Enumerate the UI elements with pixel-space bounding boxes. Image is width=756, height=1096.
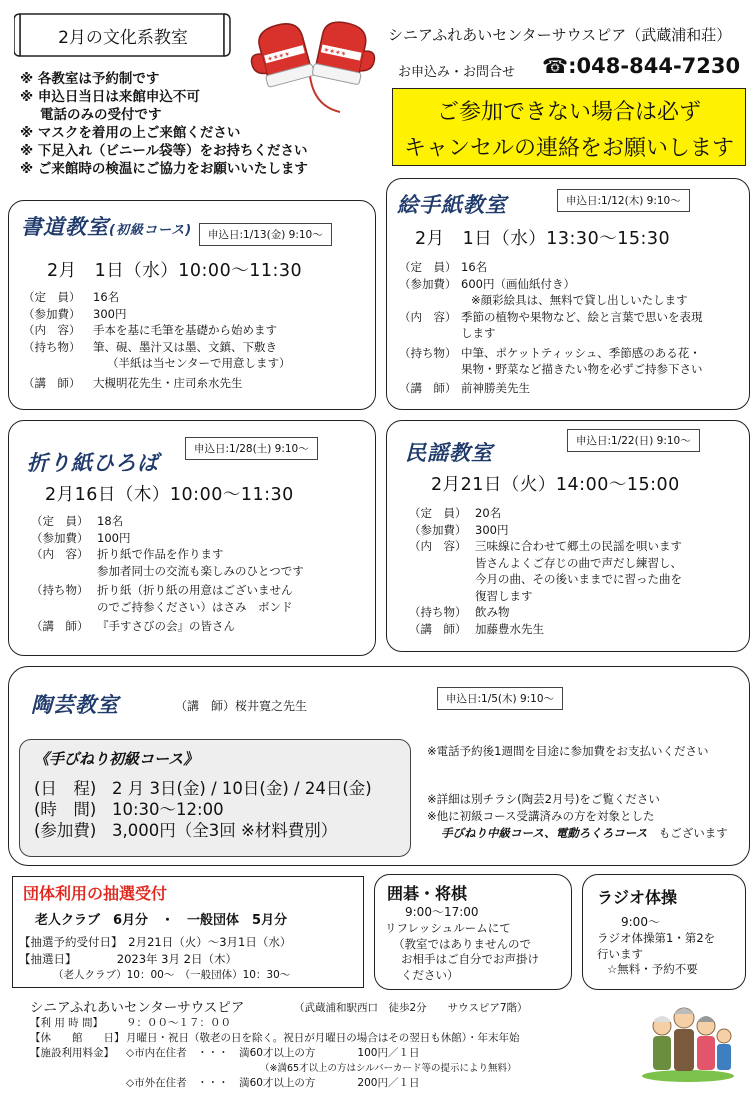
course-time: (時 間) 10:30～12:00 bbox=[34, 800, 224, 819]
detail-row: （定 員） 20名 bbox=[409, 506, 502, 520]
etegami-datetime: 2月 1日（水）13:30～15:30 bbox=[415, 229, 671, 249]
detail-row: 皆さんよくご存じの曲で声だし練習し、 bbox=[475, 555, 682, 570]
igo-line: （教室ではありませんので bbox=[393, 936, 531, 951]
detail-row: 復習します bbox=[475, 588, 533, 603]
igo-line: ください） bbox=[401, 967, 459, 982]
shodo-title-text: 書道教室 bbox=[21, 215, 109, 239]
tougei-apply-date: 申込日:1/5(木) 9:10～ bbox=[437, 687, 563, 710]
note-line: ※ 下足入れ（ビニール袋等）をお持ちください bbox=[20, 143, 308, 159]
detail-row: （内 容） 三味線に合わせて郷土の民謡を唄います bbox=[409, 539, 682, 553]
igo-line: お相手はご自分でお声掛け bbox=[401, 952, 539, 966]
course-schedule: (日 程) 2 月 3日(金) / 10日(金) / 24日(金) bbox=[34, 779, 372, 798]
note-line: ※ ご来館時の検温にご協力をお願いいたします bbox=[20, 161, 308, 177]
radio-lines bbox=[597, 931, 715, 978]
origami-apply-date: 申込日:1/28(土) 9:10～ bbox=[185, 437, 318, 460]
minyo-title: 民謡教室 bbox=[405, 441, 493, 465]
radio-card bbox=[582, 874, 746, 990]
igo-time: 9:00～17:00 bbox=[405, 905, 479, 919]
detail-row: します bbox=[461, 326, 496, 340]
etegami-details bbox=[399, 259, 747, 396]
detail-row: （講 師） 『手すさびの会』の皆さん bbox=[31, 619, 235, 633]
detail-row: （持ち物） 飲み物 bbox=[409, 605, 510, 619]
contact-label: お申込み・お問合せ bbox=[398, 65, 516, 80]
course-title: 《手びねり初級コース》 bbox=[34, 750, 199, 768]
detail-row: （定 員） 16名 bbox=[23, 290, 120, 304]
minyo-apply-date: 申込日:1/22(日) 9:10～ bbox=[567, 429, 700, 452]
detail-row: （講 師） 大槻明花先生・庄司糸水先生 bbox=[23, 375, 243, 390]
cancel-line-2: キャンセルの連絡をお願いします bbox=[403, 136, 734, 161]
note-line: ※ 申込日当日は来館申込不可 bbox=[20, 89, 200, 105]
detail-row: （内 容） 折り紙で作品を作ります bbox=[31, 547, 224, 561]
detail-row: （内 容） 手本を基に毛筆を基礎から始めます bbox=[23, 323, 277, 337]
group-row-3: （老人クラブ）10：00～ （一般団体）10：30～ bbox=[53, 969, 291, 981]
group-row-1: 【抽選予約受付日】 2月21日（火）～3月1日（水） bbox=[19, 935, 292, 949]
origami-card bbox=[8, 420, 376, 656]
detail-row: 参加者同士の交流も楽しみのひとつです bbox=[97, 563, 304, 578]
course-fee: (参加費) 3,000円（全3回 ※材料費別） bbox=[34, 821, 338, 840]
detail-row: （参加費） 300円 bbox=[23, 306, 127, 321]
footer-note: （※満65才以上の方はシルバーカード等の提示により無料） bbox=[260, 1063, 517, 1074]
shodo-subtitle: (初級コース) bbox=[109, 223, 193, 238]
footer-row: 【利 用 時 間】 ９：００～１７：００ bbox=[30, 1017, 231, 1029]
tougei-card bbox=[8, 666, 750, 866]
tougei-course-box bbox=[19, 739, 411, 857]
tougei-note-4: 手びねり中級コース、電動ろくろコース もございます bbox=[441, 826, 728, 840]
svg-text:✶✶✶✶: ✶✶✶✶ bbox=[266, 49, 292, 64]
detail-row: （参加費） 600円（画仙紙付き） bbox=[399, 276, 575, 291]
etegami-title: 絵手紙教室 bbox=[397, 193, 507, 217]
group-title: 団体利用の抽選受付 bbox=[23, 884, 168, 903]
detail-row: （講 師） 前神勝美先生 bbox=[399, 380, 530, 395]
footer-row: 【休 館 日】 月曜日・祝日（敬老の日を除く。祝日が月曜日の場合はその翌日も休館）・年末年始 bbox=[30, 1032, 520, 1044]
detail-row: （半紙は当センターで用意します） bbox=[107, 356, 291, 370]
shodo-card bbox=[8, 200, 376, 410]
footer-center-name: シニアふれあいセンターサウスピア bbox=[30, 1000, 245, 1016]
group-row-2: 【抽選日】 2023年 3月 2日（木） bbox=[19, 952, 237, 966]
footer-last: ◇市外在住者 ・・・ 満60才以上の方 200円／１日 bbox=[126, 1077, 420, 1089]
footer-info bbox=[30, 1016, 520, 1091]
radio-line: ラジオ体操第1・第2を bbox=[597, 931, 716, 945]
detail-row: 果物・野菜など描きたい物を必ずご持参下さい bbox=[461, 362, 703, 376]
igo-card bbox=[374, 874, 572, 990]
radio-title: ラジオ体操 bbox=[597, 888, 678, 907]
notes bbox=[20, 70, 308, 178]
origami-datetime: 2月16日（木）10:00～11:30 bbox=[45, 485, 294, 505]
footer-row: 【施設利用料金】 ◇市内在住者 ・・・ 満60才以上の方 100円／１日 bbox=[30, 1047, 420, 1059]
minyo-datetime: 2月21日（火）14:00～15:00 bbox=[431, 475, 680, 495]
banner-scroll bbox=[14, 8, 232, 62]
detail-row: のでご持参ください）はさみ ボンド bbox=[97, 599, 293, 614]
tougei-note-2: ※詳細は別チラシ(陶芸2月号)をご覧ください bbox=[427, 792, 660, 806]
detail-row: （定 員） 18名 bbox=[31, 514, 124, 528]
igo-lines bbox=[385, 921, 539, 983]
tougei-note-1: ※電話予約後1週間を目途に参加費をお支払いください bbox=[427, 744, 709, 758]
etegami-apply-date: 申込日:1/12(木) 9:10～ bbox=[557, 189, 690, 212]
radio-line: 行います bbox=[597, 946, 643, 961]
detail-row: （持ち物） 中筆、ポケットティッシュ、季節感のある花・ bbox=[399, 345, 701, 360]
note-line: 電話のみの受付です bbox=[40, 107, 162, 123]
tougei-teacher: （講 師）桜井寛之先生 bbox=[175, 699, 308, 713]
banner-title: 2月の文化系教室 bbox=[58, 28, 188, 48]
origami-details bbox=[31, 513, 375, 635]
cancel-line-1: ご参加できない場合は必ず bbox=[436, 100, 701, 125]
phone-number: ☎:048-844-7230 bbox=[542, 54, 741, 78]
tougei-note-3: ※他に初級コース受講済みの方を対象とした bbox=[427, 809, 655, 823]
course-details bbox=[34, 778, 372, 841]
group-line-1: 老人クラブ 6月分 ・ 一般団体 5月分 bbox=[35, 913, 288, 928]
detail-row: （内 容） 季節の植物や果物など、絵と言葉で思いを表現 bbox=[399, 309, 703, 324]
shodo-details bbox=[23, 289, 373, 391]
svg-text:✶✶✶✶: ✶✶✶✶ bbox=[322, 45, 348, 59]
minyo-card bbox=[386, 420, 750, 652]
detail-row: （持ち物） 折り紙（折り紙の用意はございません bbox=[31, 583, 293, 597]
detail-row: （参加費） 100円 bbox=[31, 530, 131, 545]
note-line: ※ マスクを着用の上ご来館ください bbox=[20, 125, 241, 141]
shodo-datetime: 2月 1日（水）10:00～11:30 bbox=[47, 261, 303, 281]
minyo-details bbox=[409, 505, 747, 637]
detail-row: ※顔彩絵具は、無料で貸し出しいたします bbox=[471, 293, 688, 307]
radio-line: ☆無料・予約不要 bbox=[607, 962, 698, 976]
footer-address: （武蔵浦和駅西口 徒歩2分 サウスピア7階） bbox=[294, 1002, 528, 1014]
tougei-title: 陶芸教室 bbox=[31, 693, 119, 717]
igo-title: 囲碁・将棋 bbox=[387, 884, 468, 903]
group-card bbox=[12, 876, 364, 988]
origami-title: 折り紙ひろば bbox=[27, 451, 159, 475]
elderly-people-icon bbox=[640, 996, 736, 1082]
detail-row: （定 員） 16名 bbox=[399, 260, 488, 274]
shodo-apply-date: 申込日:1/13(金) 9:10～ bbox=[199, 223, 332, 246]
detail-row: （講 師） 加藤豊水先生 bbox=[409, 621, 544, 636]
detail-row: 今月の曲、その後いままでに習った曲を bbox=[475, 572, 682, 586]
etegami-card bbox=[386, 178, 750, 410]
cancel-notice bbox=[392, 88, 746, 166]
center-name: シニアふれあいセンターサウスピア（武蔵浦和荘） bbox=[388, 26, 732, 44]
detail-row: （参加費） 300円 bbox=[409, 522, 509, 537]
radio-time: 9:00～ bbox=[621, 915, 660, 929]
igo-line: リフレッシュルームにて bbox=[385, 921, 511, 935]
note-line: ※ 各教室は予約制です bbox=[20, 71, 160, 87]
detail-row: （持ち物） 筆、硯、墨汁又は墨、文鎮、下敷き bbox=[23, 339, 277, 354]
shodo-title bbox=[21, 211, 192, 241]
